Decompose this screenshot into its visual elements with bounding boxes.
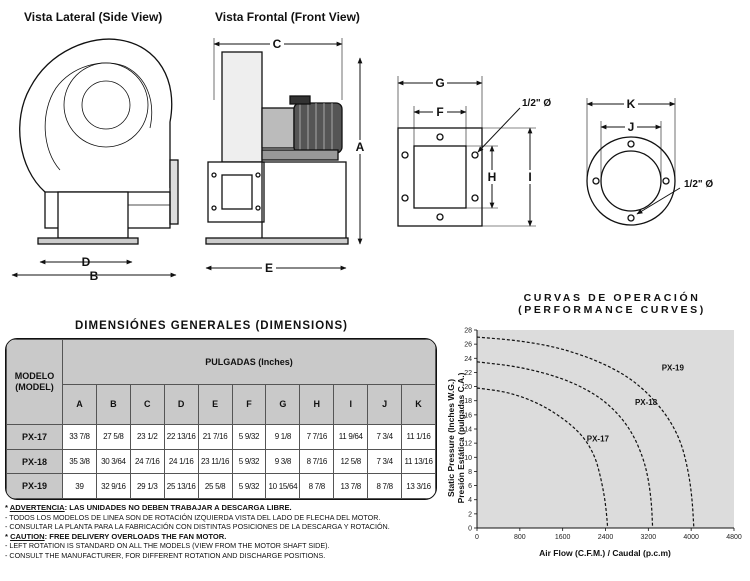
dim-label-E: E (264, 261, 274, 275)
y-tick-label: 10 (464, 454, 472, 462)
y-tick-label: 20 (464, 384, 472, 392)
series-label-px-18: PX-18 (634, 397, 658, 407)
dim-label-B: B (89, 269, 99, 283)
side-view-title: Vista Lateral (Side View) (24, 10, 163, 24)
front-view-title: Vista Frontal (Front View) (215, 10, 360, 24)
value-cell: 8 7/16 (300, 449, 334, 474)
front-view-drawing (206, 52, 348, 244)
value-cell: 21 7/16 (198, 425, 232, 450)
curves-title: CURVAS DE OPERACIÓN (PERFORMANCE CURVES) (518, 292, 706, 316)
dimensions-table-title: DIMENSIÓNES GENERALES (DIMENSIONS) (75, 320, 348, 332)
dim-label-I: I (528, 170, 532, 184)
units-header: PULGADAS (Inches) (63, 340, 436, 385)
x-tick-label: 4000 (683, 534, 699, 541)
model-header: MODELO (MODEL) (7, 340, 63, 425)
value-cell: 9 1/8 (266, 425, 300, 450)
value-cell: 13 3/16 (402, 474, 436, 499)
note-en-2: - CONSULT THE MANUFACTURER, FOR DIFFERENT ROTATION AND DISCHARGE POSITIONS. (5, 550, 326, 560)
value-cell: 24 7/16 (130, 449, 164, 474)
value-cell: 11 1/16 (402, 425, 436, 450)
y-tick-label: 22 (464, 369, 472, 377)
value-cell: 22 13/16 (164, 425, 198, 450)
note-en-1: - LEFT ROTATION IS STANDARD ON ALL THE MODELS (VIEW FROM THE MOTOR SHAFT SIDE). (5, 541, 330, 551)
model-cell: PX-19 (7, 474, 63, 499)
y-tick-label: 28 (464, 327, 472, 335)
value-cell: 30 3/64 (96, 449, 130, 474)
column-header-H: H (300, 384, 334, 424)
value-cell: 11 9/64 (334, 425, 368, 450)
dimensions-table (5, 338, 437, 500)
column-header-A: A (63, 384, 97, 424)
value-cell: 23 1/2 (130, 425, 164, 450)
model-cell: PX-18 (7, 449, 63, 474)
x-tick-label: 2400 (597, 534, 614, 541)
y-tick-label: 8 (468, 468, 472, 476)
hole-note-square: 1/2" Ø (522, 98, 552, 109)
notes-block (5, 503, 445, 561)
column-header-D: D (164, 384, 198, 424)
dim-label-F: F (436, 105, 444, 119)
series-label-px-19: PX-19 (661, 363, 684, 373)
value-cell: 8 7/8 (368, 474, 402, 499)
y-tick-label: 24 (464, 355, 472, 363)
value-cell: 35 3/8 (63, 449, 97, 474)
caution-en: * CAUTION: FREE DELIVERY OVERLOADS THE FAN MOTOR. (5, 531, 227, 541)
dim-label-G: G (435, 76, 445, 90)
column-header-F: F (232, 384, 266, 424)
note-es-1: - TODOS LOS MODELOS DE LINEA SON DE ROTACIÓN IZQUIERDA VISTA DEL LADO DE FLECHA DEL MOTOR. (5, 512, 381, 522)
side-view-drawing (20, 39, 178, 244)
column-header-K: K (402, 384, 436, 424)
x-tick-label: 800 (513, 534, 526, 541)
column-header-I: I (334, 384, 368, 424)
y-axis-label-es: Presión Estática (pulgadas C.A.) (456, 372, 466, 504)
y-tick-label: 16 (464, 412, 472, 420)
hole-note-ring: 1/2" Ø (684, 179, 714, 190)
value-cell: 33 7/8 (63, 425, 97, 450)
column-header-J: J (368, 384, 402, 424)
value-cell: 7 7/16 (300, 425, 334, 450)
value-cell: 11 13/16 (402, 449, 436, 474)
value-cell: 32 9/16 (96, 474, 130, 499)
value-cell: 25 5/8 (198, 474, 232, 499)
x-tick-label: 1600 (554, 534, 571, 541)
value-cell: 25 13/16 (164, 474, 198, 499)
value-cell: 24 1/16 (164, 449, 198, 474)
value-cell: 10 15/64 (266, 474, 300, 499)
plot-area (477, 330, 734, 528)
y-tick-label: 18 (464, 398, 472, 406)
x-axis-label: Air Flow (C.F.M.) / Caudal (p.c.m) (539, 548, 671, 558)
value-cell: 39 (63, 474, 97, 499)
note-es-2: - CONSULTAR LA PLANTA PARA LA FABRICACIÓN CON DISTINTAS POSICIONES DE LA DESCARGA Y ROTACIÓN. (5, 522, 390, 532)
value-cell: 27 5/8 (96, 425, 130, 450)
value-cell: 12 5/8 (334, 449, 368, 474)
y-tick-label: 0 (468, 525, 472, 533)
table-row (7, 449, 436, 474)
dim-label-J: J (627, 120, 635, 134)
y-tick-label: 4 (468, 497, 472, 505)
value-cell: 7 3/4 (368, 449, 402, 474)
value-cell: 7 3/4 (368, 425, 402, 450)
y-tick-label: 26 (464, 341, 472, 349)
column-header-G: G (266, 384, 300, 424)
technical-drawings (0, 0, 750, 290)
column-header-B: B (96, 384, 130, 424)
value-cell: 9 3/8 (266, 449, 300, 474)
value-cell: 29 1/3 (130, 474, 164, 499)
y-axis-label-en: Static Pressure (Inches W.G.) (446, 378, 456, 498)
value-cell: 13 7/8 (334, 474, 368, 499)
performance-chart (440, 318, 745, 563)
y-tick-label: 12 (464, 440, 472, 448)
table-row (7, 425, 436, 450)
value-cell: 5 9/32 (232, 449, 266, 474)
column-header-E: E (198, 384, 232, 424)
column-letters-row (7, 384, 436, 424)
table-row (7, 474, 436, 499)
value-cell: 5 9/32 (232, 474, 266, 499)
dim-label-H: H (487, 170, 497, 184)
value-cell: 5 9/32 (232, 425, 266, 450)
series-label-px-17: PX-17 (586, 434, 609, 444)
y-tick-label: 14 (464, 426, 472, 434)
x-tick-label: 3200 (640, 534, 657, 541)
dim-label-K: K (626, 97, 636, 111)
dim-label-C: C (272, 37, 282, 51)
warning-es: * ADVERTENCIA: LAS UNIDADES NO DEBEN TRABAJAR A DESCARGA LIBRE. (5, 503, 292, 512)
column-header-C: C (130, 384, 164, 424)
x-tick-label: 0 (475, 534, 479, 541)
x-tick-label: 4800 (726, 534, 742, 541)
dim-label-D: D (81, 255, 91, 269)
y-tick-label: 2 (468, 511, 472, 519)
value-cell: 8 7/8 (300, 474, 334, 499)
value-cell: 23 11/16 (198, 449, 232, 474)
y-tick-label: 6 (468, 483, 472, 491)
model-cell: PX-17 (7, 425, 63, 450)
dim-label-A: A (355, 140, 365, 154)
outlet-flange-drawing (398, 128, 482, 226)
inlet-ring-drawing (587, 137, 675, 225)
